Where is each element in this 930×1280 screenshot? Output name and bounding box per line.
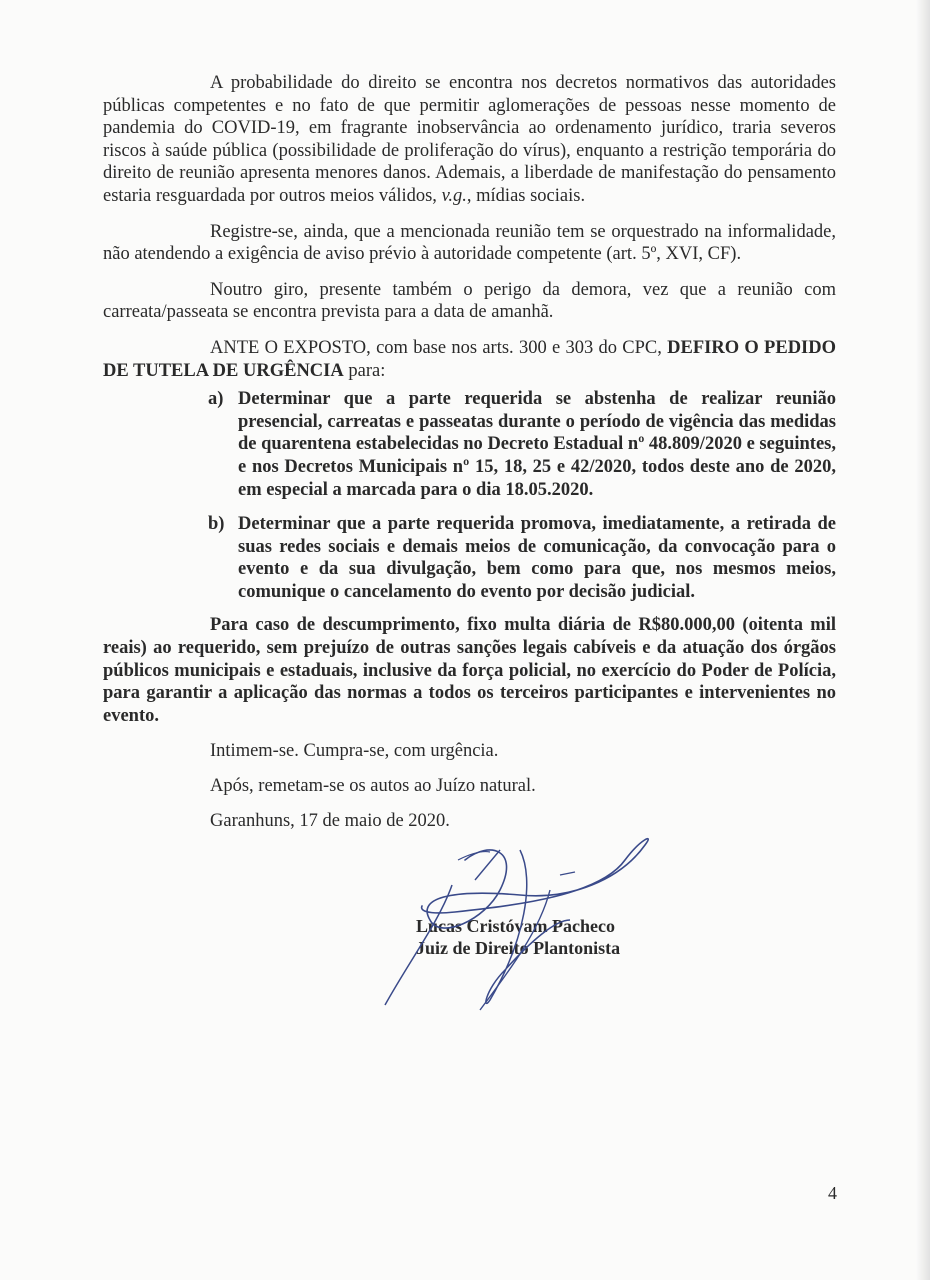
document-body — [103, 72, 836, 844]
page-edge-shadow — [916, 0, 930, 1280]
paragraph-ante-exposto-bold: DEFIRO O PEDIDO DE TUTELA DE URGÊNCIA — [103, 337, 837, 381]
closing-date: Garanhuns, 17 de maio de 2020. — [210, 810, 450, 831]
closing-line: Intimem-se. Cumpra-se, com urgência. — [210, 741, 499, 762]
paragraph-probability-text: A probabilidade do direito se encontra nos decretos normativos das autoridades públicas competentes e no fato de que permitir aglomerações de pessoas nesse momento de pandemia do COVID-19, em fragrante inobservância ao ordenamento jurídico, traria severos riscos à saúde pública (possibilidade de proliferação do vírus), enquanto a restrição temporária do direito de reunião apresenta menores danos. Ademais, a liberdade de manifestação do pensamento estaria resguardada por outros meios válidos, — [103, 73, 836, 206]
paragraph-penalty: Para caso de descumprimento, fixo multa diária de R$80.000,00 (oitenta mil reais) ao requerido, sem prejuízo de outras sanções legais cabíveis e da atuação dos órgãos públicos municipais e estaduais, inclusive da força policial, no exercício do Poder de Polícia, para garantir a aplicação das normas a todos os terceiros participantes e intervenientes no evento. — [103, 615, 836, 726]
paragraph-probability-italic: v.g. — [441, 185, 467, 206]
signer-title: Juiz de Direito Plantonista — [416, 938, 621, 958]
paragraph-ante-exposto-start: ANTE O EXPOSTO, com base nos arts. 300 e 303 do CPC, — [210, 337, 668, 358]
paragraph-probability — [103, 72, 836, 208]
signer-name: Lucas Cristóvam Pacheco — [416, 916, 615, 936]
list-item-text: Determinar que a parte requerida promova, imediatamente, a retirada de suas redes sociais e demais meios de comunicação, da convocação para o evento e da sua divulgação, bem como para que, nos mesmos meios, comunique o cancelamento do evento por decisão judicial. — [238, 514, 836, 602]
closing-line: Após, remetam-se os autos ao Juízo natural. — [210, 776, 536, 797]
list-marker: a) — [208, 389, 224, 410]
list-item — [208, 513, 836, 603]
paragraph-probability-end: , mídias sociais. — [466, 185, 586, 206]
closing-block — [210, 740, 836, 832]
page-number: 4 — [828, 1183, 837, 1203]
list-marker: b) — [208, 514, 225, 535]
order-list — [208, 388, 836, 603]
paragraph-ante-exposto — [103, 337, 836, 382]
paragraph-registre: Registre-se, ainda, que a mencionada reunião tem se orquestrado na informalidade, não atendendo a exigência de aviso prévio à autoridade competente (art. 5º, XVI, CF). — [103, 221, 836, 265]
list-item — [208, 388, 836, 501]
paragraph-ante-exposto-end: para: — [343, 360, 386, 381]
list-item-text: Determinar que a parte requerida se abstenha de realizar reunião presencial, carreatas e passeatas durante o período de vigência das medidas de quarentena estabelecidas no Decreto Estadual nº 48.809/2020 e seguintes, e nos Decretos Municipais nº 15, 18, 25 e 42/2020, todos deste ano de 2020, em especial a marcada para o dia 18.05.2020. — [238, 389, 836, 500]
paragraph-noutro-giro: Noutro giro, presente também o perigo da demora, vez que a reunião com carreata/passeata se encontra prevista para a data de amanhã. — [103, 279, 836, 323]
handwritten-signature — [370, 820, 670, 1020]
